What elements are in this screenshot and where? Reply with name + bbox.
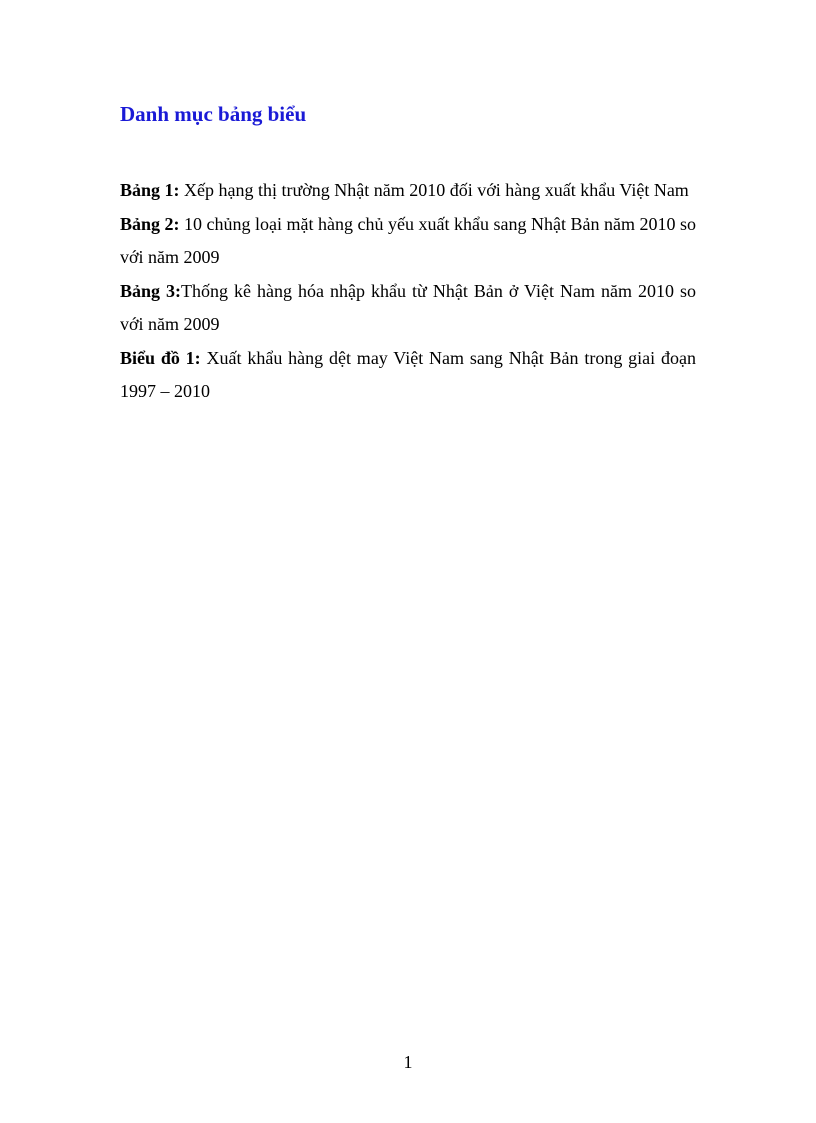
entry-label: Bảng 1:: [120, 180, 180, 200]
list-item-chart-1: [120, 342, 696, 409]
page-title: Danh mục bảng biểu: [120, 102, 307, 126]
entry-label: Bảng 2:: [120, 213, 180, 234]
entry-text: Thống kê hàng hóa nhập khẩu từ Nhật Bản ở Việt Nam năm 2010 so với năm 2009: [120, 280, 696, 334]
entry-label: Biểu đồ 1:: [120, 347, 201, 368]
list-item-table-2: [120, 208, 696, 275]
entry-text: Xuất khẩu hàng dệt may Việt Nam sang Nhật Bản trong giai đoạn 1997 – 2010: [120, 347, 696, 401]
list-item-table-1: [120, 174, 696, 208]
entry-text: Xếp hạng thị trường Nhật năm 2010 đối với hàng xuất khẩu Việt Nam: [179, 180, 689, 200]
entry-label: Bảng 3:: [120, 280, 182, 301]
page-number: 1: [403, 1052, 413, 1072]
entry-text: 10 chủng loại mặt hàng chủ yếu xuất khẩu sang Nhật Bản năm 2010 so với năm 2009: [120, 213, 696, 267]
table-of-figures-list: [120, 174, 696, 409]
list-item-table-3: [120, 275, 696, 342]
